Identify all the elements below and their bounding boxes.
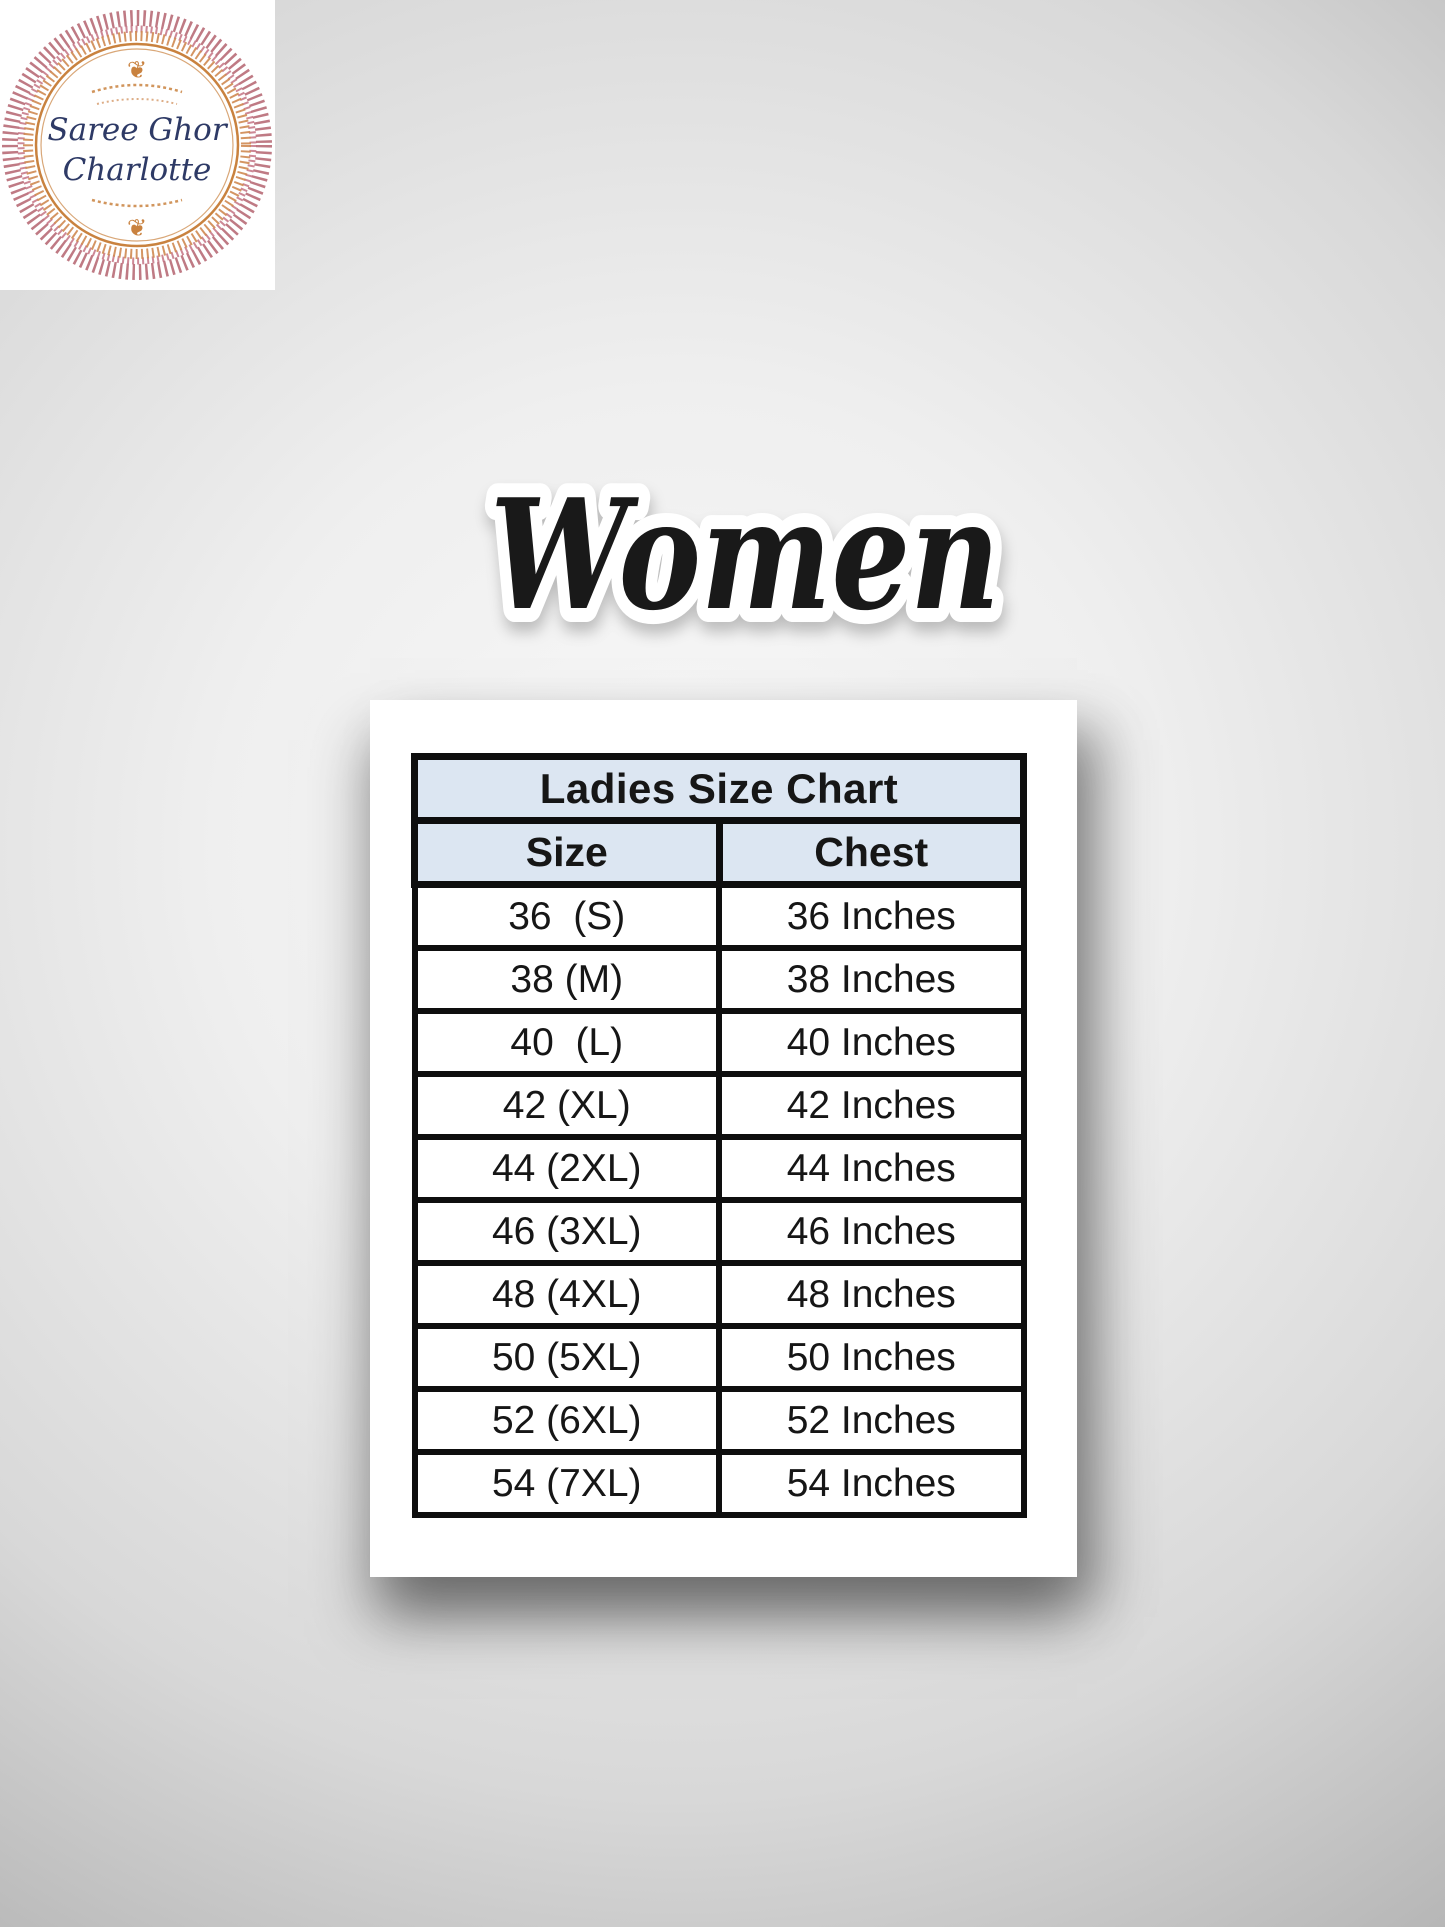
- size-chart-card: [370, 700, 1077, 1577]
- column-header-row: [415, 821, 1024, 885]
- page-heading-sticker: [405, 430, 1085, 700]
- size-cell: 52 (6XL): [415, 1389, 720, 1452]
- table-row: [415, 1263, 1024, 1326]
- chest-cell: 40 Inches: [719, 1011, 1024, 1074]
- size-cell: 42 (XL): [415, 1074, 720, 1137]
- table-row: [415, 1074, 1024, 1137]
- chest-cell: 48 Inches: [719, 1263, 1024, 1326]
- chart-title-row: [415, 757, 1024, 821]
- table-row: [415, 1200, 1024, 1263]
- chest-cell: 42 Inches: [719, 1074, 1024, 1137]
- table-row: [415, 1389, 1024, 1452]
- chest-cell: 46 Inches: [719, 1200, 1024, 1263]
- logo-medallion-icon: [0, 0, 275, 290]
- table-row: [415, 1326, 1024, 1389]
- ladies-size-chart-table: [411, 753, 1027, 1518]
- chest-cell: 44 Inches: [719, 1137, 1024, 1200]
- logo-text-line2: Charlotte: [62, 152, 212, 188]
- size-cell: 50 (5XL): [415, 1326, 720, 1389]
- size-cell: 46 (3XL): [415, 1200, 720, 1263]
- column-header-chest: Chest: [719, 821, 1024, 885]
- chart-title: Ladies Size Chart: [415, 757, 1024, 821]
- size-cell: 40 (L): [415, 1011, 720, 1074]
- chest-cell: 50 Inches: [719, 1326, 1024, 1389]
- chest-cell: 38 Inches: [719, 948, 1024, 1011]
- size-cell: 36 (S): [415, 885, 720, 949]
- size-cell: 54 (7XL): [415, 1452, 720, 1515]
- size-cell: 44 (2XL): [415, 1137, 720, 1200]
- chest-cell: 52 Inches: [719, 1389, 1024, 1452]
- table-row: [415, 885, 1024, 949]
- page-title: Women: [490, 465, 1000, 644]
- table-row: [415, 1137, 1024, 1200]
- chest-cell: 36 Inches: [719, 885, 1024, 949]
- brand-logo: [0, 0, 275, 290]
- size-cell: 48 (4XL): [415, 1263, 720, 1326]
- table-row: [415, 948, 1024, 1011]
- size-cell: 38 (M): [415, 948, 720, 1011]
- logo-text-line1: Saree Ghor: [47, 112, 227, 148]
- logo-bottom-flourish-icon: ❦: [126, 214, 148, 242]
- column-header-size: Size: [415, 821, 720, 885]
- chest-cell: 54 Inches: [719, 1452, 1024, 1515]
- table-row: [415, 1452, 1024, 1515]
- table-row: [415, 1011, 1024, 1074]
- logo-top-flourish-icon: ❦: [126, 56, 148, 84]
